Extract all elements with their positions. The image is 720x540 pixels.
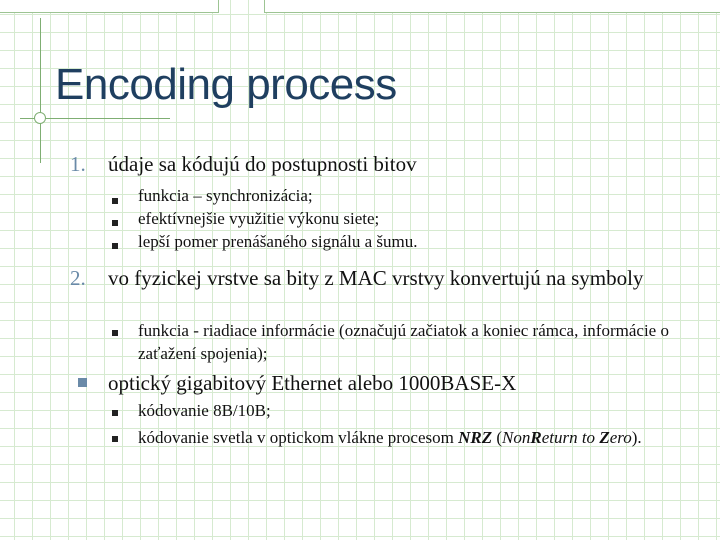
item-3-sub-2-text: kódovanie svetla v optickom vlákne procesom [138, 428, 459, 447]
item-3-text: optický gigabitový Ethernet alebo 1000BASE-X [108, 371, 517, 395]
paren-close: ). [631, 428, 642, 447]
paren-open: ( [492, 428, 503, 447]
ero-text: ero [609, 428, 632, 447]
item-3-sub-2 [138, 426, 678, 449]
item-2-text: vo fyzickej vrstve sa bity z MAC vrstvy konvertujú na symboly [108, 266, 644, 290]
bullet-icon [112, 243, 118, 249]
r-letter: R [530, 428, 542, 447]
top-decorative-bar-left [0, 0, 219, 13]
item-1-sub-3: lepší pomer prenášaného signálu a šumu. [138, 232, 418, 251]
item-2-number: 2. [70, 266, 86, 290]
slide-title: Encoding process [55, 60, 397, 109]
decorative-circle-icon [34, 112, 46, 124]
item-1-number: 1. [70, 152, 86, 176]
bullet-icon [112, 436, 118, 442]
item-3-sub-1: kódovanie 8B/10B; [138, 401, 271, 420]
decorative-vertical-line [40, 18, 41, 163]
item-2-sub-1: funkcia - riadiace informácie (označujú začiatok a koniec rámca, informácie o zaťažení spojenia); [138, 321, 669, 363]
bullet-icon [112, 198, 118, 204]
eturn-to-text: eturn to [541, 428, 600, 447]
item-1-text: údaje sa kódujú do postupnosti bitov [108, 152, 417, 176]
item-1-sub-2: efektívnejšie využitie výkonu siete; [138, 209, 380, 228]
top-decorative-bar-right [264, 0, 720, 13]
bullet-icon [112, 410, 118, 416]
square-bullet-icon [78, 378, 87, 387]
nrz-term: NRZ [458, 428, 493, 447]
bullet-icon [112, 220, 118, 226]
non-text: Non [502, 428, 531, 447]
z-letter: Z [599, 428, 610, 447]
item-1-sub-1: funkcia – synchronizácia; [138, 186, 313, 205]
bullet-icon [112, 330, 118, 336]
